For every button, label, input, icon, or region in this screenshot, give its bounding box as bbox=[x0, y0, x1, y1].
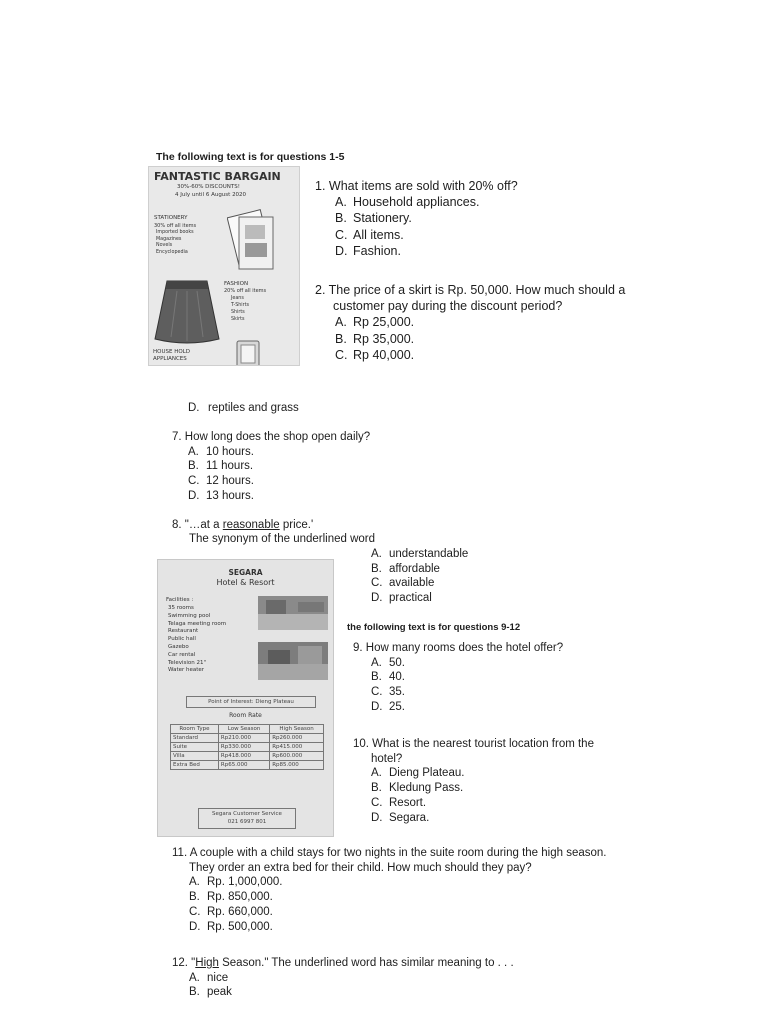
flyer-fashion-off: 20% off all items bbox=[224, 288, 267, 294]
flyer-stationery-item: Magazines bbox=[156, 236, 182, 242]
option-a[interactable]: A. 50. bbox=[371, 656, 405, 669]
question-1-options bbox=[315, 194, 518, 259]
facility-item: Gazebo bbox=[168, 643, 189, 650]
table-cell: Rp260.000 bbox=[270, 734, 324, 743]
table-cell: Extra Bed bbox=[171, 761, 219, 770]
customer-service-label: Segara Customer Service bbox=[212, 811, 282, 817]
option-b[interactable]: B. Rp 35,000. bbox=[335, 331, 415, 346]
question-7-options bbox=[172, 445, 370, 504]
flyer-stationery-item: Encyclopedia bbox=[156, 249, 188, 255]
option-d[interactable]: D. 13 hours. bbox=[188, 489, 254, 502]
question-11-stem-line1: 11. A couple with a child stays for two nights in the suite room during the high season. bbox=[172, 847, 607, 859]
option-d[interactable]: D. Rp. 500,000. bbox=[189, 920, 273, 933]
hotel-subtitle: Hotel & Resort bbox=[216, 578, 275, 587]
flyer-stationery-list bbox=[156, 230, 194, 256]
option-c[interactable]: C. All items. bbox=[335, 227, 404, 242]
point-of-interest: Point of Interest: Dieng Plateau bbox=[186, 696, 316, 708]
option-b[interactable]: B. peak bbox=[189, 986, 232, 999]
table-cell: Rp600.000 bbox=[270, 752, 324, 761]
table-row bbox=[171, 734, 324, 743]
flyer-appliances: HOUSE HOLD APPLIANCES bbox=[153, 349, 190, 362]
question-1 bbox=[315, 178, 518, 259]
hotel-name: SEGARA bbox=[228, 568, 263, 577]
customer-service-box bbox=[198, 808, 296, 829]
option-c[interactable]: C. Rp. 660,000. bbox=[189, 905, 273, 918]
flyer-title: FANTASTIC BARGAIN bbox=[154, 170, 281, 183]
flyer-stationery-item: Imported books bbox=[156, 230, 194, 235]
facility-item: Public hall bbox=[168, 636, 196, 643]
option-a[interactable]: A. Household appliances. bbox=[335, 195, 480, 210]
table-row bbox=[171, 743, 324, 752]
option-a[interactable]: A. nice bbox=[189, 971, 229, 984]
flyer-discount: 30%-60% DISCOUNTS! bbox=[177, 184, 240, 190]
intro-questions-9-12: the following text is for questions 9-12 bbox=[347, 622, 521, 633]
table-header-row bbox=[171, 725, 324, 734]
option-c[interactable]: C. available bbox=[371, 577, 435, 590]
underlined-word: High bbox=[195, 957, 219, 969]
question-10-options bbox=[353, 766, 594, 825]
table-row bbox=[171, 761, 324, 770]
question-2-stem-line1: 2. The price of a skirt is Rp. 50,000. How much should a bbox=[315, 283, 626, 297]
resort-photo bbox=[258, 642, 328, 680]
flyer-fashion-item: T-Shirts bbox=[231, 303, 249, 308]
flyer-fashion-item: Shirts bbox=[231, 310, 245, 315]
table-cell: Rp85.000 bbox=[270, 761, 324, 770]
facility-item: Water heater bbox=[168, 667, 205, 674]
question-10-stem-line1: 10. What is the nearest tourist location from the bbox=[353, 738, 594, 750]
flyer-dates: 4 July until 6 August 2020 bbox=[175, 192, 247, 198]
question-2-options bbox=[315, 314, 625, 363]
question-7-stem: 7. How long does the shop open daily? bbox=[172, 431, 371, 443]
room-rate-title: Room Rate bbox=[229, 712, 262, 719]
flyer-fashion-list bbox=[231, 295, 249, 323]
option-c[interactable]: C. 35. bbox=[371, 686, 405, 699]
question-9 bbox=[353, 641, 563, 715]
facilities-head: Facilities : bbox=[166, 597, 194, 603]
question-1-stem: 1. What items are sold with 20% off? bbox=[315, 179, 518, 193]
option-a[interactable]: A. Rp. 1,000,000. bbox=[189, 876, 283, 889]
fantastic-bargain-flyer bbox=[148, 166, 300, 366]
flyer-stationery-head: STATIONERY bbox=[154, 215, 188, 221]
flyer-fashion-head: FASHION bbox=[224, 281, 249, 287]
underlined-word: reasonable bbox=[222, 519, 280, 531]
question-6-option-d[interactable]: D. reptiles and grass bbox=[188, 402, 299, 414]
facility-item: Telaga meeting room bbox=[168, 620, 227, 627]
table-cell: Rp210.000 bbox=[218, 734, 269, 743]
blender-illustration bbox=[233, 339, 265, 366]
flyer-stationery-item: Novels bbox=[156, 243, 173, 248]
room-rate-table bbox=[170, 724, 324, 770]
table-header: High Season bbox=[270, 725, 324, 734]
customer-service-phone: 021 6997 801 bbox=[227, 819, 267, 825]
question-12-stem: 12. "High Season." The underlined word has similar meaning to . . . bbox=[172, 957, 514, 969]
question-8-options bbox=[371, 547, 468, 606]
facilities-list bbox=[168, 605, 226, 675]
option-b[interactable]: B. Stationery. bbox=[335, 211, 412, 226]
question-12-options bbox=[172, 971, 514, 1000]
table-header: Low Season bbox=[218, 725, 269, 734]
option-b[interactable]: B. Kledung Pass. bbox=[371, 782, 464, 795]
books-illustration bbox=[227, 207, 277, 275]
flyer-fashion-item: Skirts bbox=[231, 317, 245, 322]
option-c[interactable]: C. Rp 40,000. bbox=[335, 347, 415, 362]
question-2 bbox=[315, 282, 625, 363]
question-11-stem-line2: They order an extra bed for their child. How much should they pay? bbox=[189, 861, 532, 874]
option-d[interactable]: D. Fashion. bbox=[335, 243, 401, 258]
question-11-options bbox=[172, 875, 606, 934]
option-b[interactable]: B. affordable bbox=[371, 562, 440, 575]
intro-questions-1-5: The following text is for questions 1-5 bbox=[156, 151, 345, 163]
option-a[interactable]: A. Rp 25,000. bbox=[335, 315, 415, 330]
option-d[interactable]: D. Segara. bbox=[371, 811, 430, 824]
segara-hotel-flyer bbox=[157, 559, 334, 837]
facility-item: Swimming pool bbox=[168, 612, 211, 619]
table-cell: Suite bbox=[171, 743, 219, 752]
option-a[interactable]: A. understandable bbox=[371, 548, 469, 560]
question-8-stem-line1: 8. "…at a reasonable price.' bbox=[172, 519, 314, 531]
question-10-stem-line2: hotel? bbox=[371, 752, 403, 765]
table-cell: Villa bbox=[171, 752, 219, 761]
option-b[interactable]: B. 40. bbox=[371, 671, 405, 684]
option-a[interactable]: A. 10 hours. bbox=[188, 445, 254, 458]
question-7 bbox=[172, 430, 370, 504]
table-cell: Standard bbox=[171, 734, 219, 743]
question-10 bbox=[353, 737, 594, 825]
facility-item: Television 21" bbox=[168, 659, 207, 666]
question-11 bbox=[172, 846, 606, 934]
flyer-fashion-item: Jeans bbox=[231, 296, 244, 301]
table-cell: Rp418.000 bbox=[218, 752, 269, 761]
option-d[interactable]: D. practical bbox=[371, 592, 432, 605]
table-cell: Rp330.000 bbox=[218, 743, 269, 752]
option-c[interactable]: C. 12 hours. bbox=[188, 475, 254, 488]
table-cell: Rp65.000 bbox=[218, 761, 269, 770]
question-9-stem: 9. How many rooms does the hotel offer? bbox=[353, 642, 564, 654]
facility-item: 35 rooms bbox=[168, 605, 194, 611]
facility-item: Car rental bbox=[168, 651, 196, 658]
question-2-stem-line2: customer pay during the discount period? bbox=[333, 299, 563, 314]
flyer-stationery-off: 30% off all items bbox=[154, 223, 197, 229]
table-header: Room Type bbox=[171, 725, 219, 734]
facility-item: Restaurant bbox=[168, 628, 199, 635]
table-row bbox=[171, 752, 324, 761]
pool-photo bbox=[258, 596, 328, 630]
option-b[interactable]: B. Rp. 850,000. bbox=[189, 891, 273, 904]
table-cell: Rp415.000 bbox=[270, 743, 324, 752]
question-9-options bbox=[353, 656, 563, 715]
option-d[interactable]: D. 25. bbox=[371, 700, 405, 713]
question-12 bbox=[172, 956, 514, 1000]
option-b[interactable]: B. 11 hours. bbox=[188, 460, 254, 473]
question-8-stem-line2: The synonym of the underlined word bbox=[189, 533, 376, 545]
option-a[interactable]: A. Dieng Plateau. bbox=[371, 767, 465, 780]
skirt-illustration bbox=[153, 277, 223, 345]
option-c[interactable]: C. Resort. bbox=[371, 796, 427, 809]
